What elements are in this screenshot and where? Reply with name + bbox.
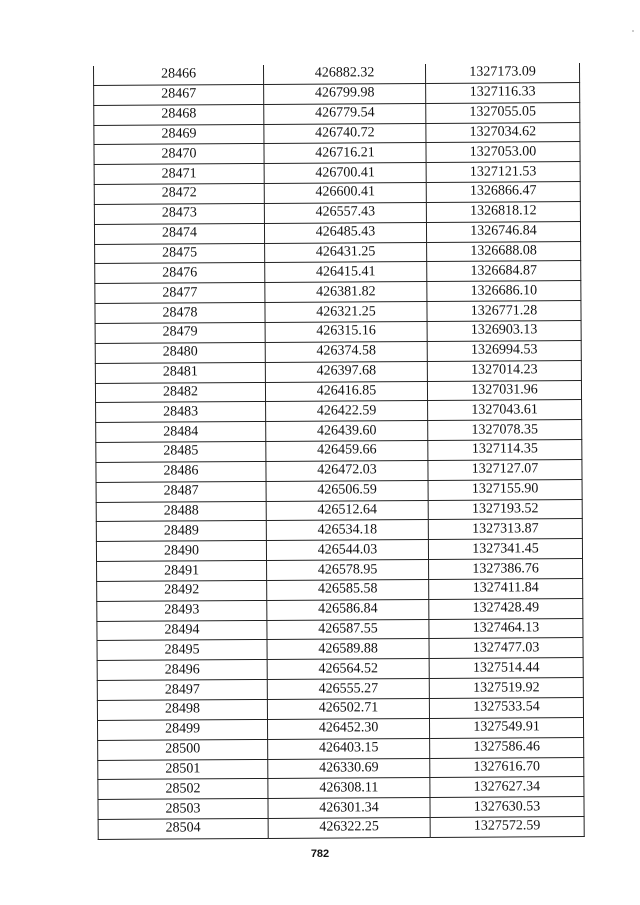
x-coordinate-cell: 426415.41: [265, 262, 427, 283]
y-coordinate-cell: 1327630.53: [430, 797, 584, 818]
point-id-cell: 28473: [94, 203, 264, 224]
x-coordinate-cell: 426381.82: [265, 282, 427, 303]
x-coordinate-cell: 426740.72: [264, 123, 426, 144]
y-coordinate-cell: 1326771.28: [427, 301, 581, 322]
x-coordinate-cell: 426716.21: [264, 143, 426, 164]
point-id-cell: 28485: [96, 441, 266, 462]
page-number: 782: [310, 848, 330, 860]
point-id-cell: 28501: [98, 759, 268, 780]
y-coordinate-cell: 1326686.10: [427, 281, 581, 302]
x-coordinate-cell: 426564.52: [267, 659, 429, 680]
x-coordinate-cell: 426544.03: [266, 540, 428, 561]
y-coordinate-cell: 1327313.87: [428, 519, 582, 540]
y-coordinate-cell: 1327031.96: [427, 380, 581, 401]
point-id-cell: 28478: [95, 303, 265, 324]
y-coordinate-cell: 1327428.49: [429, 598, 583, 619]
x-coordinate-cell: 426397.68: [265, 361, 427, 382]
point-id-cell: 28482: [95, 382, 265, 403]
point-id-cell: 28472: [94, 184, 264, 205]
point-id-cell: 28495: [97, 640, 267, 661]
y-coordinate-cell: 1327464.13: [429, 618, 583, 639]
y-coordinate-cell: 1327114.35: [428, 440, 582, 461]
point-id-cell: 28487: [96, 481, 266, 502]
x-coordinate-cell: 426301.34: [268, 798, 430, 819]
x-coordinate-cell: 426472.03: [266, 460, 428, 481]
table-row: [98, 817, 584, 840]
x-coordinate-cell: 426512.64: [266, 500, 428, 521]
y-coordinate-cell: 1326746.84: [426, 221, 580, 242]
y-coordinate-cell: 1327116.33: [426, 82, 580, 103]
y-coordinate-cell: 1327616.70: [430, 757, 584, 778]
x-coordinate-cell: 426589.88: [267, 639, 429, 660]
point-id-cell: 28488: [96, 501, 266, 522]
point-id-cell: 28497: [97, 680, 267, 701]
y-coordinate-cell: 1326866.47: [426, 182, 580, 203]
x-coordinate-cell: 426315.16: [265, 321, 427, 342]
y-coordinate-cell: 1326994.53: [427, 340, 581, 361]
x-coordinate-cell: 426585.58: [267, 579, 429, 600]
x-coordinate-cell: 426502.71: [267, 698, 429, 719]
y-coordinate-cell: 1327043.61: [428, 400, 582, 421]
x-coordinate-cell: 426459.66: [266, 440, 428, 461]
x-coordinate-cell: 426799.98: [264, 83, 426, 104]
y-coordinate-cell: 1326903.13: [427, 320, 581, 341]
y-coordinate-cell: 1326684.87: [427, 261, 581, 282]
x-coordinate-cell: 426600.41: [264, 183, 426, 204]
point-id-cell: 28481: [95, 362, 265, 383]
x-coordinate-cell: 426534.18: [266, 520, 428, 541]
x-coordinate-cell: 426587.55: [267, 619, 429, 640]
y-coordinate-cell: 1327155.90: [428, 479, 582, 500]
point-id-cell: 28500: [98, 739, 268, 760]
y-coordinate-cell: 1327053.00: [426, 142, 580, 163]
x-coordinate-cell: 426439.60: [266, 421, 428, 442]
y-coordinate-cell: 1327341.45: [428, 539, 582, 560]
y-coordinate-cell: 1327014.23: [427, 360, 581, 381]
y-coordinate-cell: 1327193.52: [428, 499, 582, 520]
x-coordinate-cell: 426557.43: [264, 202, 426, 223]
point-id-cell: 28484: [96, 422, 266, 443]
y-coordinate-cell: 1326818.12: [426, 201, 580, 222]
point-id-cell: 28492: [97, 580, 267, 601]
y-coordinate-cell: 1327121.53: [426, 162, 580, 183]
x-coordinate-cell: 426506.59: [266, 480, 428, 501]
x-coordinate-cell: 426431.25: [265, 242, 427, 263]
coordinates-table-body: [93, 63, 584, 839]
point-id-cell: 28490: [96, 541, 266, 562]
point-id-cell: 28475: [95, 243, 265, 264]
y-coordinate-cell: 1327055.05: [426, 102, 580, 123]
y-coordinate-cell: 1327627.34: [430, 777, 584, 798]
coordinates-table: [93, 63, 585, 840]
x-coordinate-cell: 426374.58: [265, 341, 427, 362]
x-coordinate-cell: 426416.85: [265, 381, 427, 402]
y-coordinate-cell: 1327549.91: [429, 717, 583, 738]
point-id-cell: 28486: [96, 461, 266, 482]
point-id-cell: 28498: [97, 699, 267, 720]
point-id-cell: 28477: [95, 283, 265, 304]
x-coordinate-cell: 426330.69: [268, 758, 430, 779]
y-coordinate-cell: 1327519.92: [429, 678, 583, 699]
y-coordinate-cell: 1327386.76: [429, 559, 583, 580]
y-coordinate-cell: 1327078.35: [428, 420, 582, 441]
x-coordinate-cell: 426555.27: [267, 679, 429, 700]
point-id-cell: 28499: [97, 719, 267, 740]
x-coordinate-cell: 426882.32: [263, 64, 425, 84]
x-coordinate-cell: 426586.84: [267, 599, 429, 620]
y-coordinate-cell: 1327514.44: [429, 658, 583, 679]
x-coordinate-cell: 426578.95: [267, 560, 429, 581]
x-coordinate-cell: 426700.41: [264, 163, 426, 184]
coordinates-table-container: [93, 63, 584, 840]
point-id-cell: 28489: [96, 521, 266, 542]
x-coordinate-cell: 426485.43: [264, 222, 426, 243]
y-coordinate-cell: 1327034.62: [426, 122, 580, 143]
x-coordinate-cell: 426422.59: [266, 401, 428, 422]
x-coordinate-cell: 426452.30: [267, 718, 429, 739]
y-coordinate-cell: 1327127.07: [428, 459, 582, 480]
x-coordinate-cell: 426321.25: [265, 302, 427, 323]
x-coordinate-cell: 426403.15: [268, 738, 430, 759]
x-coordinate-cell: 426779.54: [264, 103, 426, 124]
y-coordinate-cell: 1326688.08: [427, 241, 581, 262]
point-id-cell: 28471: [94, 164, 264, 185]
point-id-cell: 28476: [95, 263, 265, 284]
point-id-cell: 28474: [94, 223, 264, 244]
point-id-cell: 28466: [93, 65, 263, 85]
point-id-cell: 28504: [98, 819, 268, 840]
point-id-cell: 28480: [95, 342, 265, 363]
point-id-cell: 28494: [97, 620, 267, 641]
point-id-cell: 28469: [94, 124, 264, 145]
x-coordinate-cell: 426322.25: [268, 818, 430, 839]
point-id-cell: 28468: [94, 104, 264, 125]
point-id-cell: 28467: [94, 84, 264, 105]
point-id-cell: 28483: [96, 402, 266, 423]
scan-speck: [632, 30, 634, 32]
y-coordinate-cell: 1327533.54: [429, 698, 583, 719]
point-id-cell: 28491: [97, 561, 267, 582]
point-id-cell: 28493: [97, 600, 267, 621]
point-id-cell: 28502: [98, 779, 268, 800]
x-coordinate-cell: 426308.11: [268, 778, 430, 799]
point-id-cell: 28496: [97, 660, 267, 681]
point-id-cell: 28479: [95, 322, 265, 343]
y-coordinate-cell: 1327411.84: [429, 578, 583, 599]
y-coordinate-cell: 1327586.46: [430, 737, 584, 758]
y-coordinate-cell: 1327173.09: [425, 63, 579, 83]
y-coordinate-cell: 1327572.59: [430, 817, 584, 838]
point-id-cell: 28503: [98, 799, 268, 820]
point-id-cell: 28470: [94, 144, 264, 165]
y-coordinate-cell: 1327477.03: [429, 638, 583, 659]
